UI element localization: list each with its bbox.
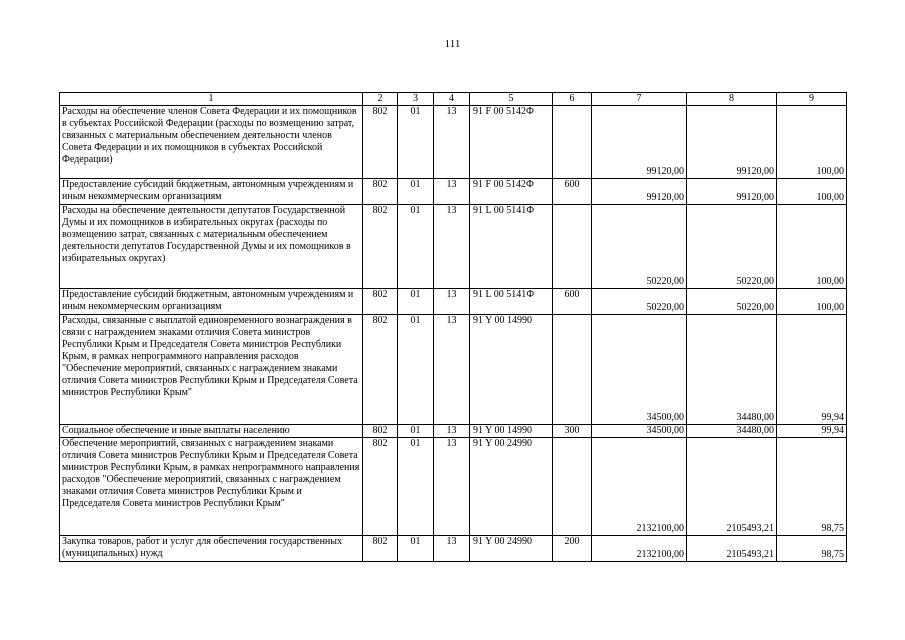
cell-ministry: 802 [363, 315, 398, 425]
col-header: 7 [592, 93, 687, 106]
cell-executed: 2105493,21 [687, 536, 777, 562]
cell-target-code: 91 L 00 5141Ф [470, 205, 553, 289]
cell-subsection: 13 [434, 106, 470, 179]
cell-percent: 100,00 [777, 205, 847, 289]
cell-planned: 34500,00 [592, 315, 687, 425]
row-description: Расходы, связанные с выплатой единовременного вознаграждения в связи с награждением знаками отличия Совета министров Республики Крым и Председателя Совета министров Республики Крым, в рамках непрограммного направления расходов "Обеспечение мероприятий, связанных с награждением знаками отличия Совета министров Республики Крым и Председателя Совета министров Республики Крым" [60, 315, 363, 425]
cell-target-code: 91 F 00 5142Ф [470, 106, 553, 179]
col-header: 5 [470, 93, 553, 106]
row-description: Обеспечение мероприятий, связанных с награждением знаками отличия Совета министров Республики Крым и Председателя Совета министров Республики Крым, в рамках непрограммного направления расходов "Обеспечение мероприятий, связанных с награждением знаками отличия Совета министров Республики Крым и Председателя Совета министров Республики Крым" [60, 438, 363, 536]
cell-subsection: 13 [434, 289, 470, 315]
cell-percent: 100,00 [777, 289, 847, 315]
col-header: 1 [60, 93, 363, 106]
table-row [60, 205, 847, 289]
cell-expense-type [553, 205, 592, 289]
cell-percent: 99,94 [777, 315, 847, 425]
cell-percent: 100,00 [777, 106, 847, 179]
cell-percent: 98,75 [777, 536, 847, 562]
cell-target-code: 91 Y 00 24990 [470, 536, 553, 562]
cell-subsection: 13 [434, 205, 470, 289]
row-description: Предоставление субсидий бюджетным, автономным учреждениям и иным некоммерческим организациям [60, 179, 363, 205]
cell-percent: 99,94 [777, 425, 847, 438]
cell-expense-type [553, 106, 592, 179]
cell-subsection: 13 [434, 438, 470, 536]
table-row [60, 289, 847, 315]
col-header: 8 [687, 93, 777, 106]
cell-ministry: 802 [363, 425, 398, 438]
cell-executed: 34480,00 [687, 315, 777, 425]
cell-planned: 34500,00 [592, 425, 687, 438]
cell-section: 01 [398, 289, 434, 315]
cell-executed: 2105493,21 [687, 438, 777, 536]
cell-section: 01 [398, 425, 434, 438]
cell-target-code: 91 F 00 5142Ф [470, 179, 553, 205]
cell-ministry: 802 [363, 289, 398, 315]
cell-target-code: 91 Y 00 24990 [470, 438, 553, 536]
table-row [60, 438, 847, 536]
cell-section: 01 [398, 205, 434, 289]
cell-subsection: 13 [434, 536, 470, 562]
cell-subsection: 13 [434, 425, 470, 438]
header-row [60, 93, 847, 106]
row-description: Предоставление субсидий бюджетным, автономным учреждениям и иным некоммерческим организациям [60, 289, 363, 315]
row-description: Расходы на обеспечение членов Совета Федерации и их помощников в субъектах Российской Федерации (расходы по возмещению затрат, связанных с материальным обеспечением деятельности членов Совета Федерации и их помощников в субъектах Российской Федерации) [60, 106, 363, 179]
col-header: 2 [363, 93, 398, 106]
table-row [60, 425, 847, 438]
cell-planned: 99120,00 [592, 106, 687, 179]
cell-subsection: 13 [434, 315, 470, 425]
cell-expense-type: 600 [553, 289, 592, 315]
cell-ministry: 802 [363, 179, 398, 205]
cell-percent: 100,00 [777, 179, 847, 205]
cell-planned: 2132100,00 [592, 536, 687, 562]
col-header: 4 [434, 93, 470, 106]
cell-executed: 50220,00 [687, 289, 777, 315]
cell-planned: 50220,00 [592, 289, 687, 315]
cell-ministry: 802 [363, 205, 398, 289]
cell-target-code: 91 Y 00 14990 [470, 425, 553, 438]
cell-ministry: 802 [363, 106, 398, 179]
cell-executed: 34480,00 [687, 425, 777, 438]
cell-expense-type [553, 315, 592, 425]
budget-table [59, 92, 847, 562]
col-header: 6 [553, 93, 592, 106]
cell-planned: 50220,00 [592, 205, 687, 289]
row-description: Закупка товаров, работ и услуг для обеспечения государственных (муниципальных) нужд [60, 536, 363, 562]
cell-section: 01 [398, 315, 434, 425]
table-row [60, 315, 847, 425]
cell-section: 01 [398, 179, 434, 205]
cell-section: 01 [398, 106, 434, 179]
cell-target-code: 91 Y 00 14990 [470, 315, 553, 425]
cell-section: 01 [398, 536, 434, 562]
col-header: 9 [777, 93, 847, 106]
cell-ministry: 802 [363, 536, 398, 562]
cell-planned: 2132100,00 [592, 438, 687, 536]
cell-percent: 98,75 [777, 438, 847, 536]
table-row [60, 536, 847, 562]
row-description: Социальное обеспечение и иные выплаты населению [60, 425, 363, 438]
cell-executed: 99120,00 [687, 106, 777, 179]
cell-subsection: 13 [434, 179, 470, 205]
table-row [60, 179, 847, 205]
row-description: Расходы на обеспечение деятельности депутатов Государственной Думы и их помощников в избирательных округах (расходы по возмещению затрат, связанных с материальным обеспечением деятельности депутатов Государственной Думы и их помощников в избирательных округах) [60, 205, 363, 289]
cell-ministry: 802 [363, 438, 398, 536]
cell-section: 01 [398, 438, 434, 536]
cell-executed: 99120,00 [687, 179, 777, 205]
table-row [60, 106, 847, 179]
col-header: 3 [398, 93, 434, 106]
page-number: 111 [444, 38, 461, 50]
cell-target-code: 91 L 00 5141Ф [470, 289, 553, 315]
cell-expense-type: 300 [553, 425, 592, 438]
cell-expense-type [553, 438, 592, 536]
cell-executed: 50220,00 [687, 205, 777, 289]
cell-expense-type: 200 [553, 536, 592, 562]
cell-planned: 99120,00 [592, 179, 687, 205]
cell-expense-type: 600 [553, 179, 592, 205]
